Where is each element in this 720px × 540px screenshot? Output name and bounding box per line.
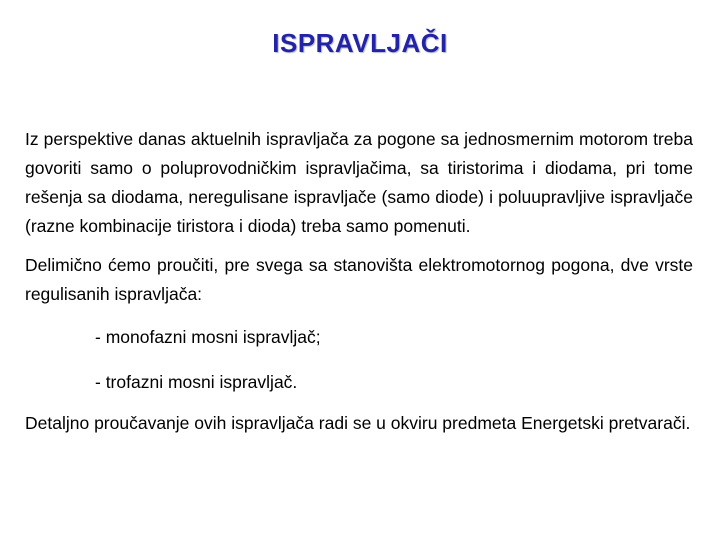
scope-paragraph: Delimično ćemo proučiti, pre svega sa stanovišta elektromotornog pogona, dve vrste regulisanih ispravljača:	[25, 255, 693, 304]
list-item: - monofazni mosni ispravljač;	[95, 327, 321, 347]
slide-title: ISPRAVLJAČI	[272, 28, 448, 58]
intro-paragraph: Iz perspektive danas aktuelnih ispravljača za pogone sa jednosmernim motorom treba govoriti samo o poluprovodničkim ispravljačima, sa tiristorima i diodama, pri tome rešenja sa diodama, neregulisane ispravljače (samo diode) i poluupravljive ispravljače (razne kombinacije tiristora i dioda) treba samo pomenuti.	[25, 129, 693, 236]
closing-paragraph: Detaljno proučavanje ovih ispravljača radi se u okviru predmeta Energetski pretvarači.	[25, 413, 691, 433]
slide-body	[25, 125, 693, 438]
list-item: - trofazni mosni ispravljač.	[95, 372, 298, 392]
rectifier-list	[25, 323, 693, 397]
